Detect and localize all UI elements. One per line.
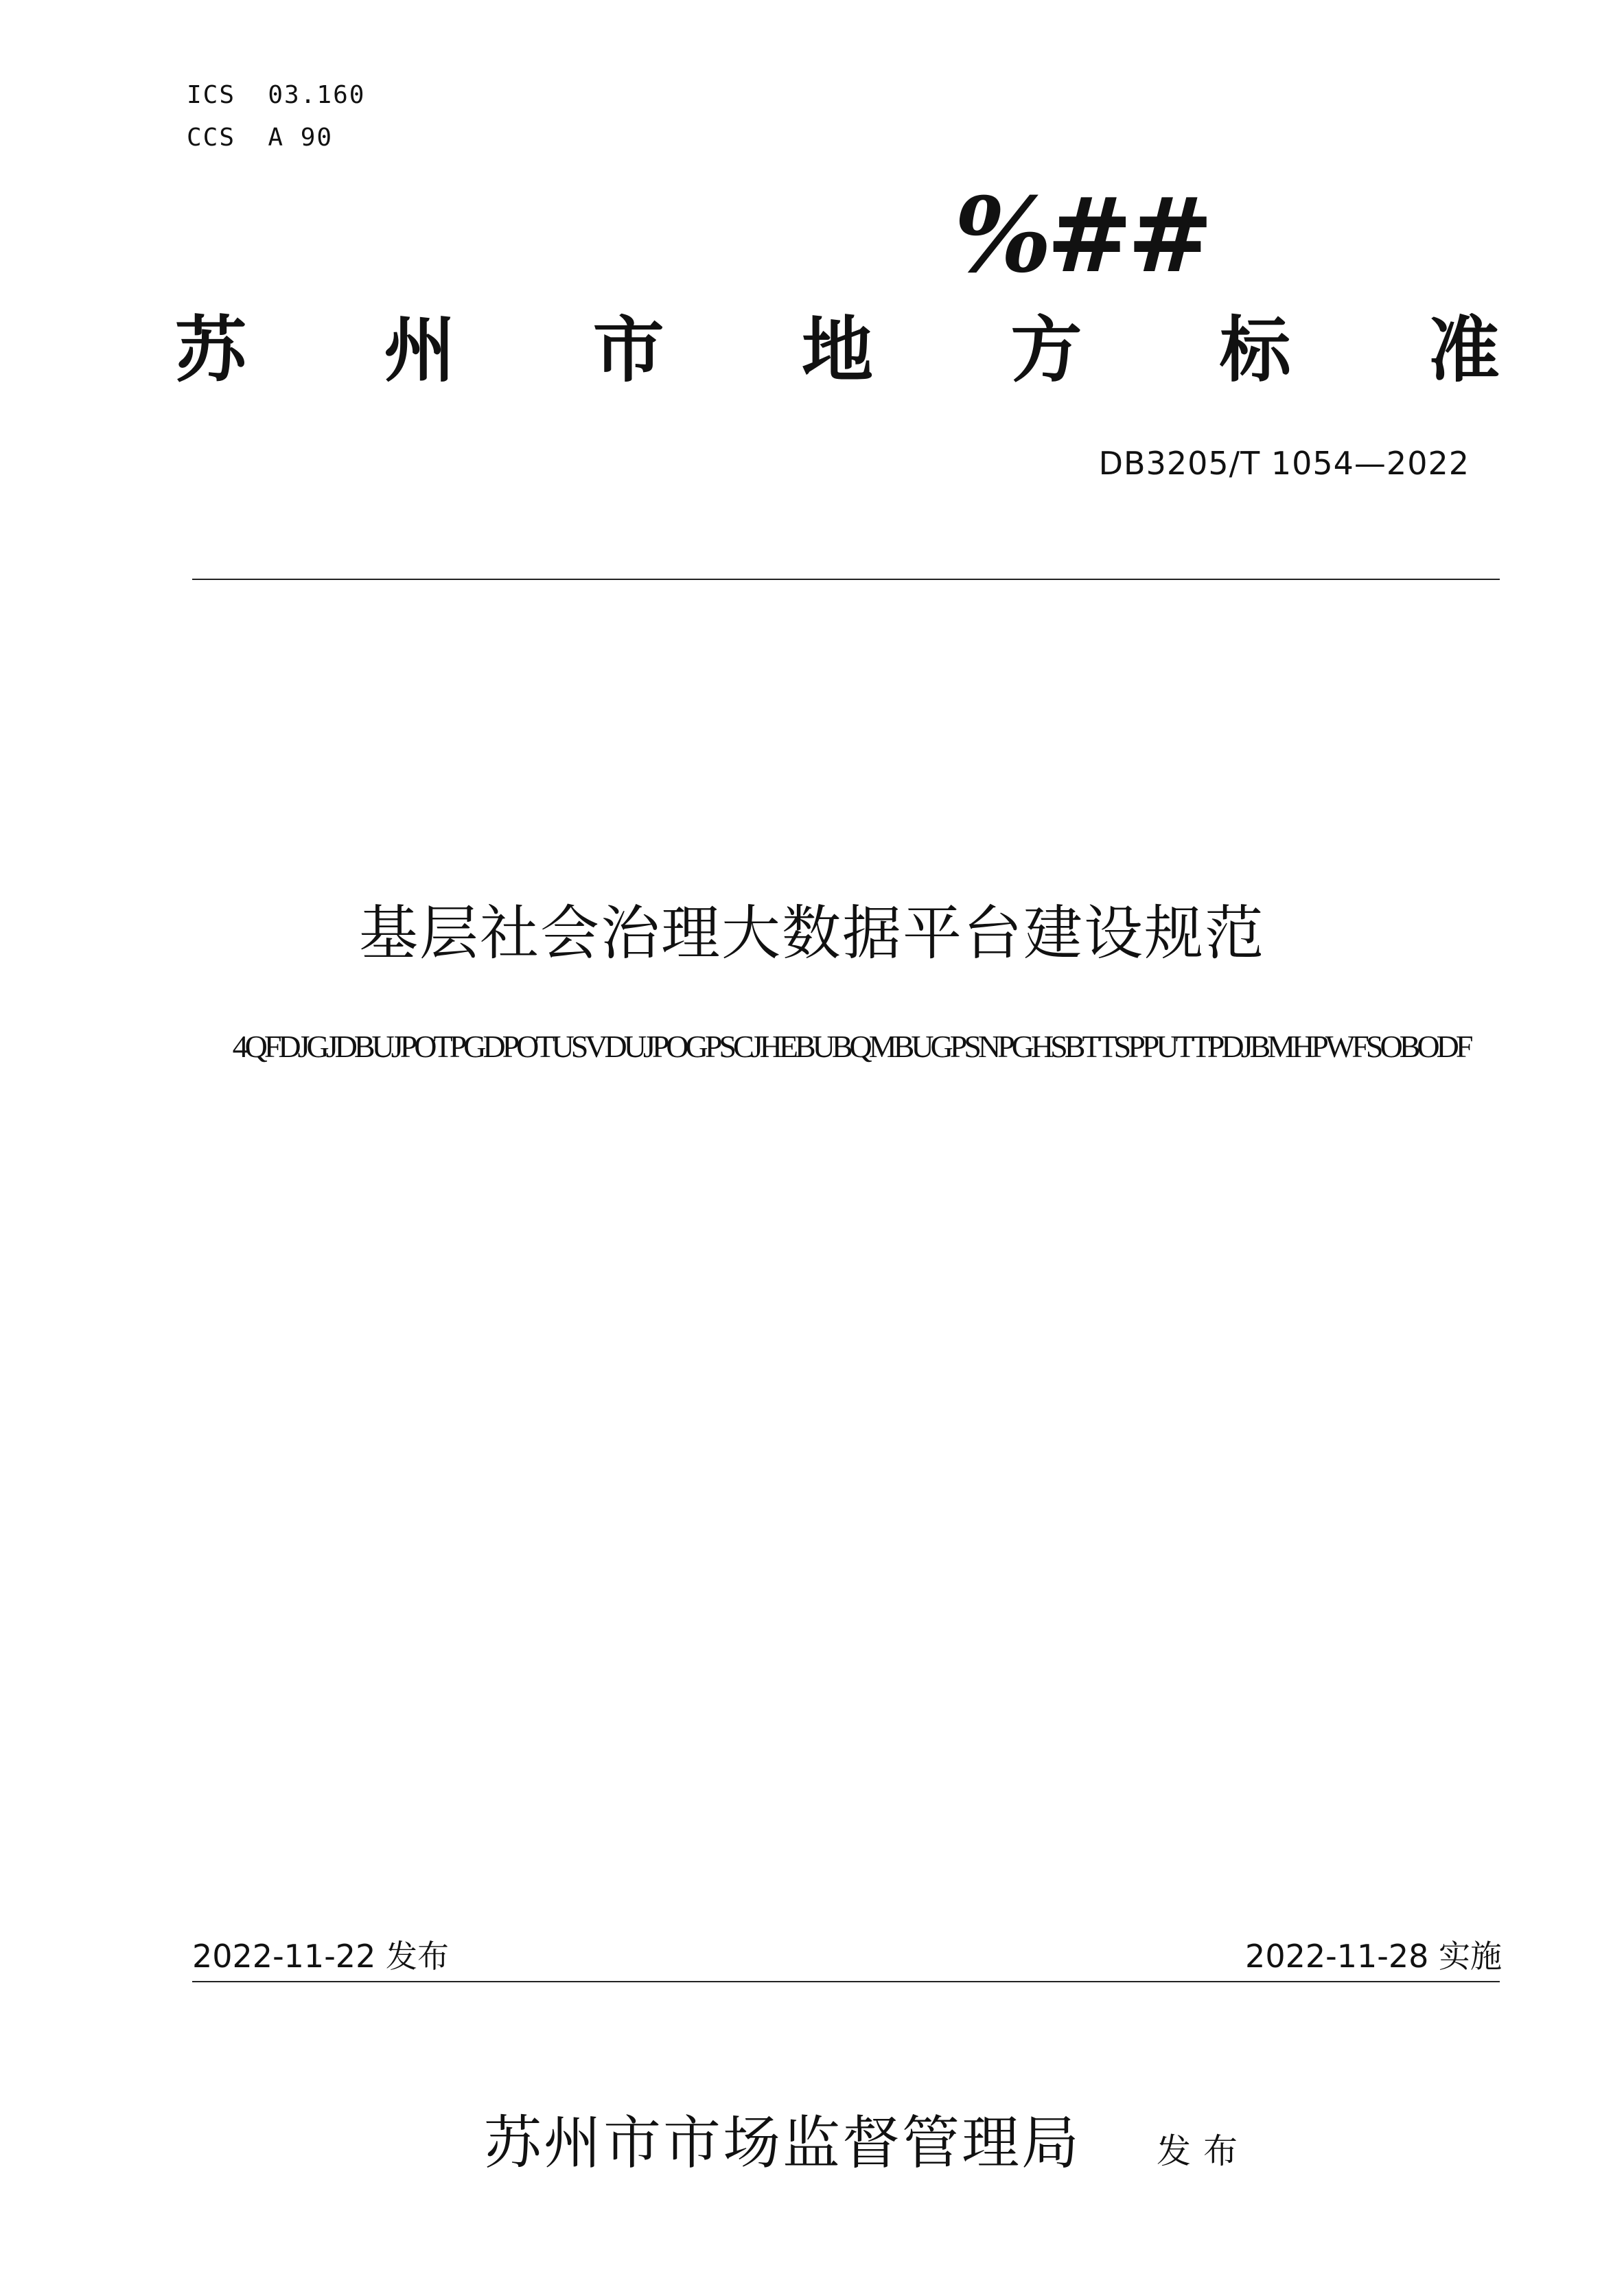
publish-date: 2022-11-22 发布 — [192, 1938, 449, 1975]
top-divider — [192, 579, 1500, 580]
implementation-date: 2022-11-28 实施 — [1245, 1938, 1502, 1975]
bottom-divider — [192, 1981, 1500, 1982]
standard-type-char: 准 — [1428, 308, 1500, 392]
standard-number: DB3205/T 1054—2022 — [1098, 445, 1470, 482]
standard-type-char: 地 — [801, 308, 873, 392]
standard-type-char: 市 — [592, 308, 664, 392]
ics-code: ICS 03.160 — [187, 81, 366, 109]
document-title-english: 4QFDJGJDBUJPOTPGDPOTUSVDUJPOGPSCJHEBUBQMBUGPSNPGHSBTTSPPUTTPDJBMHPWFSOBODF — [232, 1029, 1470, 1064]
standard-type-char: 苏 — [175, 308, 247, 392]
standard-type-char: 州 — [384, 308, 456, 392]
issuer-row — [0, 2097, 1624, 2180]
standard-type-heading — [175, 308, 1500, 392]
standard-type-char: 方 — [1010, 308, 1082, 392]
standard-type-char: 标 — [1219, 308, 1291, 392]
ccs-code: CCS A 90 — [187, 124, 334, 152]
db-logo: %## — [954, 175, 1208, 296]
document-title-chinese: 基层社会治理大数据平台建设规范 — [359, 899, 1265, 968]
issuing-authority: 苏州市市场监督管理局 — [483, 2109, 1081, 2177]
issuer-suffix: 发布 — [1157, 2131, 1250, 2171]
